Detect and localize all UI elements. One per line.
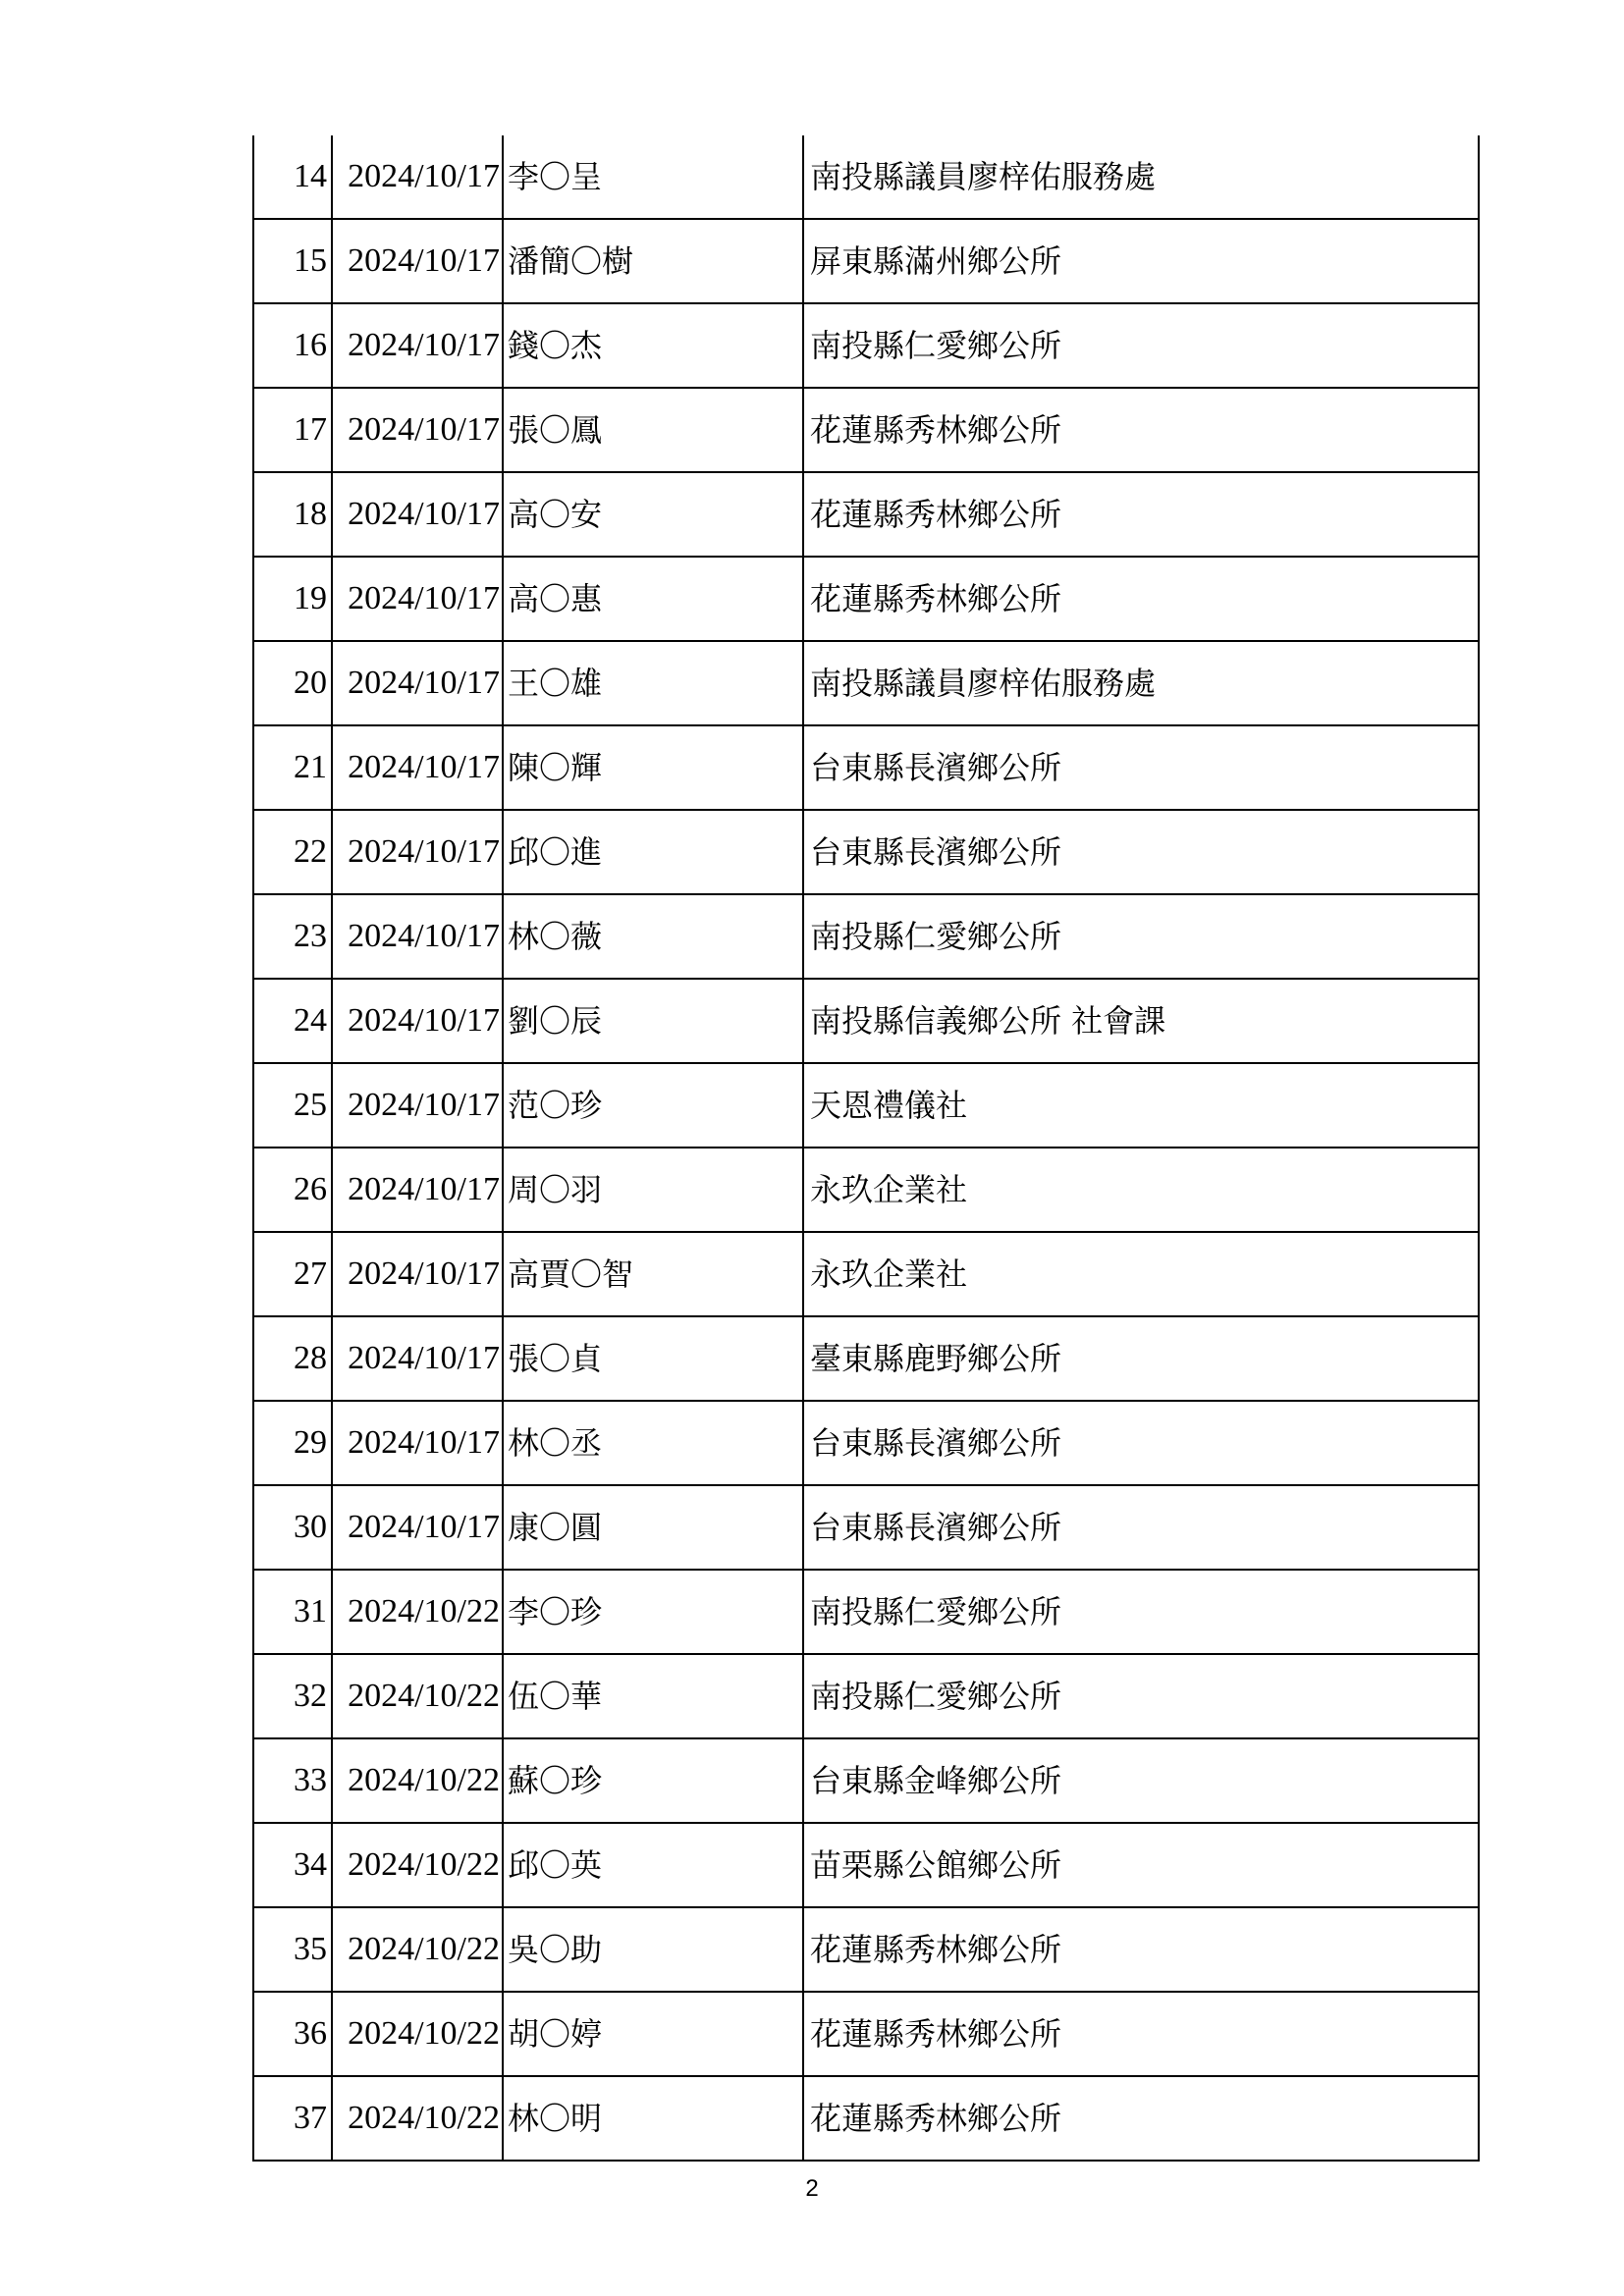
row-number-cell: 36 [253, 1992, 332, 2076]
registration-table [252, 135, 1480, 2162]
table-row [253, 894, 1479, 979]
date-cell: 2024/10/17 [332, 1316, 503, 1401]
date-cell: 2024/10/17 [332, 388, 503, 472]
table-row [253, 1485, 1479, 1570]
row-number-cell: 16 [253, 303, 332, 388]
date-cell: 2024/10/17 [332, 219, 503, 303]
organization-cell: 南投縣議員廖梓佑服務處 [803, 641, 1479, 725]
table-row [253, 135, 1479, 219]
name-cell: 邱〇英 [503, 1823, 803, 1907]
name-cell: 李〇珍 [503, 1570, 803, 1654]
organization-cell: 永玖企業社 [803, 1232, 1479, 1316]
date-cell: 2024/10/17 [332, 894, 503, 979]
name-cell: 邱〇進 [503, 810, 803, 894]
date-cell: 2024/10/22 [332, 1570, 503, 1654]
date-cell: 2024/10/22 [332, 1992, 503, 2076]
organization-cell: 永玖企業社 [803, 1148, 1479, 1232]
table-row [253, 1907, 1479, 1992]
date-cell: 2024/10/17 [332, 1485, 503, 1570]
row-number-cell: 26 [253, 1148, 332, 1232]
date-cell: 2024/10/22 [332, 1654, 503, 1738]
date-cell: 2024/10/22 [332, 1823, 503, 1907]
organization-cell: 南投縣信義鄉公所 社會課 [803, 979, 1479, 1063]
organization-cell: 南投縣仁愛鄉公所 [803, 894, 1479, 979]
date-cell: 2024/10/22 [332, 1907, 503, 1992]
name-cell: 陳〇輝 [503, 725, 803, 810]
organization-cell: 天恩禮儀社 [803, 1063, 1479, 1148]
name-cell: 高〇惠 [503, 557, 803, 641]
row-number-cell: 32 [253, 1654, 332, 1738]
name-cell: 張〇貞 [503, 1316, 803, 1401]
organization-cell: 南投縣仁愛鄉公所 [803, 1570, 1479, 1654]
organization-cell: 花蓮縣秀林鄉公所 [803, 1907, 1479, 1992]
table-row [253, 1738, 1479, 1823]
organization-cell: 台東縣長濱鄉公所 [803, 1401, 1479, 1485]
name-cell: 王〇雄 [503, 641, 803, 725]
date-cell: 2024/10/17 [332, 1401, 503, 1485]
organization-cell: 南投縣議員廖梓佑服務處 [803, 135, 1479, 219]
table-row [253, 219, 1479, 303]
table-row [253, 1148, 1479, 1232]
row-number-cell: 22 [253, 810, 332, 894]
organization-cell: 花蓮縣秀林鄉公所 [803, 557, 1479, 641]
row-number-cell: 37 [253, 2076, 332, 2161]
date-cell: 2024/10/17 [332, 1063, 503, 1148]
organization-cell: 花蓮縣秀林鄉公所 [803, 388, 1479, 472]
name-cell: 李〇呈 [503, 135, 803, 219]
organization-cell: 花蓮縣秀林鄉公所 [803, 2076, 1479, 2161]
name-cell: 高〇安 [503, 472, 803, 557]
row-number-cell: 20 [253, 641, 332, 725]
name-cell: 林〇薇 [503, 894, 803, 979]
organization-cell: 台東縣長濱鄉公所 [803, 1485, 1479, 1570]
name-cell: 高賈〇智 [503, 1232, 803, 1316]
row-number-cell: 33 [253, 1738, 332, 1823]
table-row [253, 1063, 1479, 1148]
name-cell: 周〇羽 [503, 1148, 803, 1232]
name-cell: 林〇明 [503, 2076, 803, 2161]
row-number-cell: 14 [253, 135, 332, 219]
row-number-cell: 23 [253, 894, 332, 979]
row-number-cell: 30 [253, 1485, 332, 1570]
table-row [253, 472, 1479, 557]
date-cell: 2024/10/22 [332, 2076, 503, 2161]
row-number-cell: 17 [253, 388, 332, 472]
organization-cell: 南投縣仁愛鄉公所 [803, 303, 1479, 388]
name-cell: 張〇鳳 [503, 388, 803, 472]
organization-cell: 臺東縣鹿野鄉公所 [803, 1316, 1479, 1401]
row-number-cell: 27 [253, 1232, 332, 1316]
table-row [253, 810, 1479, 894]
table-row [253, 725, 1479, 810]
table-body [253, 135, 1479, 2161]
table-row [253, 1232, 1479, 1316]
row-number-cell: 15 [253, 219, 332, 303]
row-number-cell: 24 [253, 979, 332, 1063]
organization-cell: 屏東縣滿州鄉公所 [803, 219, 1479, 303]
table-row [253, 641, 1479, 725]
row-number-cell: 25 [253, 1063, 332, 1148]
table-row [253, 388, 1479, 472]
date-cell: 2024/10/17 [332, 472, 503, 557]
date-cell: 2024/10/17 [332, 979, 503, 1063]
date-cell: 2024/10/17 [332, 1148, 503, 1232]
table-row [253, 979, 1479, 1063]
row-number-cell: 35 [253, 1907, 332, 1992]
organization-cell: 台東縣金峰鄉公所 [803, 1738, 1479, 1823]
name-cell: 潘簡〇樹 [503, 219, 803, 303]
organization-cell: 南投縣仁愛鄉公所 [803, 1654, 1479, 1738]
name-cell: 吳〇助 [503, 1907, 803, 1992]
row-number-cell: 19 [253, 557, 332, 641]
date-cell: 2024/10/17 [332, 810, 503, 894]
row-number-cell: 31 [253, 1570, 332, 1654]
table-row [253, 1401, 1479, 1485]
table-row [253, 2076, 1479, 2161]
date-cell: 2024/10/17 [332, 1232, 503, 1316]
row-number-cell: 18 [253, 472, 332, 557]
table-row [253, 1823, 1479, 1907]
date-cell: 2024/10/17 [332, 303, 503, 388]
name-cell: 林〇丞 [503, 1401, 803, 1485]
row-number-cell: 34 [253, 1823, 332, 1907]
name-cell: 蘇〇珍 [503, 1738, 803, 1823]
table-row [253, 303, 1479, 388]
row-number-cell: 29 [253, 1401, 332, 1485]
organization-cell: 花蓮縣秀林鄉公所 [803, 472, 1479, 557]
page-number: 2 [805, 2175, 819, 2202]
name-cell: 劉〇辰 [503, 979, 803, 1063]
name-cell: 康〇圓 [503, 1485, 803, 1570]
table-row [253, 1570, 1479, 1654]
row-number-cell: 21 [253, 725, 332, 810]
row-number-cell: 28 [253, 1316, 332, 1401]
organization-cell: 台東縣長濱鄉公所 [803, 725, 1479, 810]
table-row [253, 1654, 1479, 1738]
name-cell: 錢〇杰 [503, 303, 803, 388]
date-cell: 2024/10/17 [332, 135, 503, 219]
date-cell: 2024/10/17 [332, 725, 503, 810]
table-row [253, 1992, 1479, 2076]
organization-cell: 台東縣長濱鄉公所 [803, 810, 1479, 894]
table-row [253, 557, 1479, 641]
organization-cell: 苗栗縣公館鄉公所 [803, 1823, 1479, 1907]
name-cell: 胡〇婷 [503, 1992, 803, 2076]
name-cell: 范〇珍 [503, 1063, 803, 1148]
date-cell: 2024/10/22 [332, 1738, 503, 1823]
table-row [253, 1316, 1479, 1401]
date-cell: 2024/10/17 [332, 641, 503, 725]
name-cell: 伍〇華 [503, 1654, 803, 1738]
date-cell: 2024/10/17 [332, 557, 503, 641]
organization-cell: 花蓮縣秀林鄉公所 [803, 1992, 1479, 2076]
